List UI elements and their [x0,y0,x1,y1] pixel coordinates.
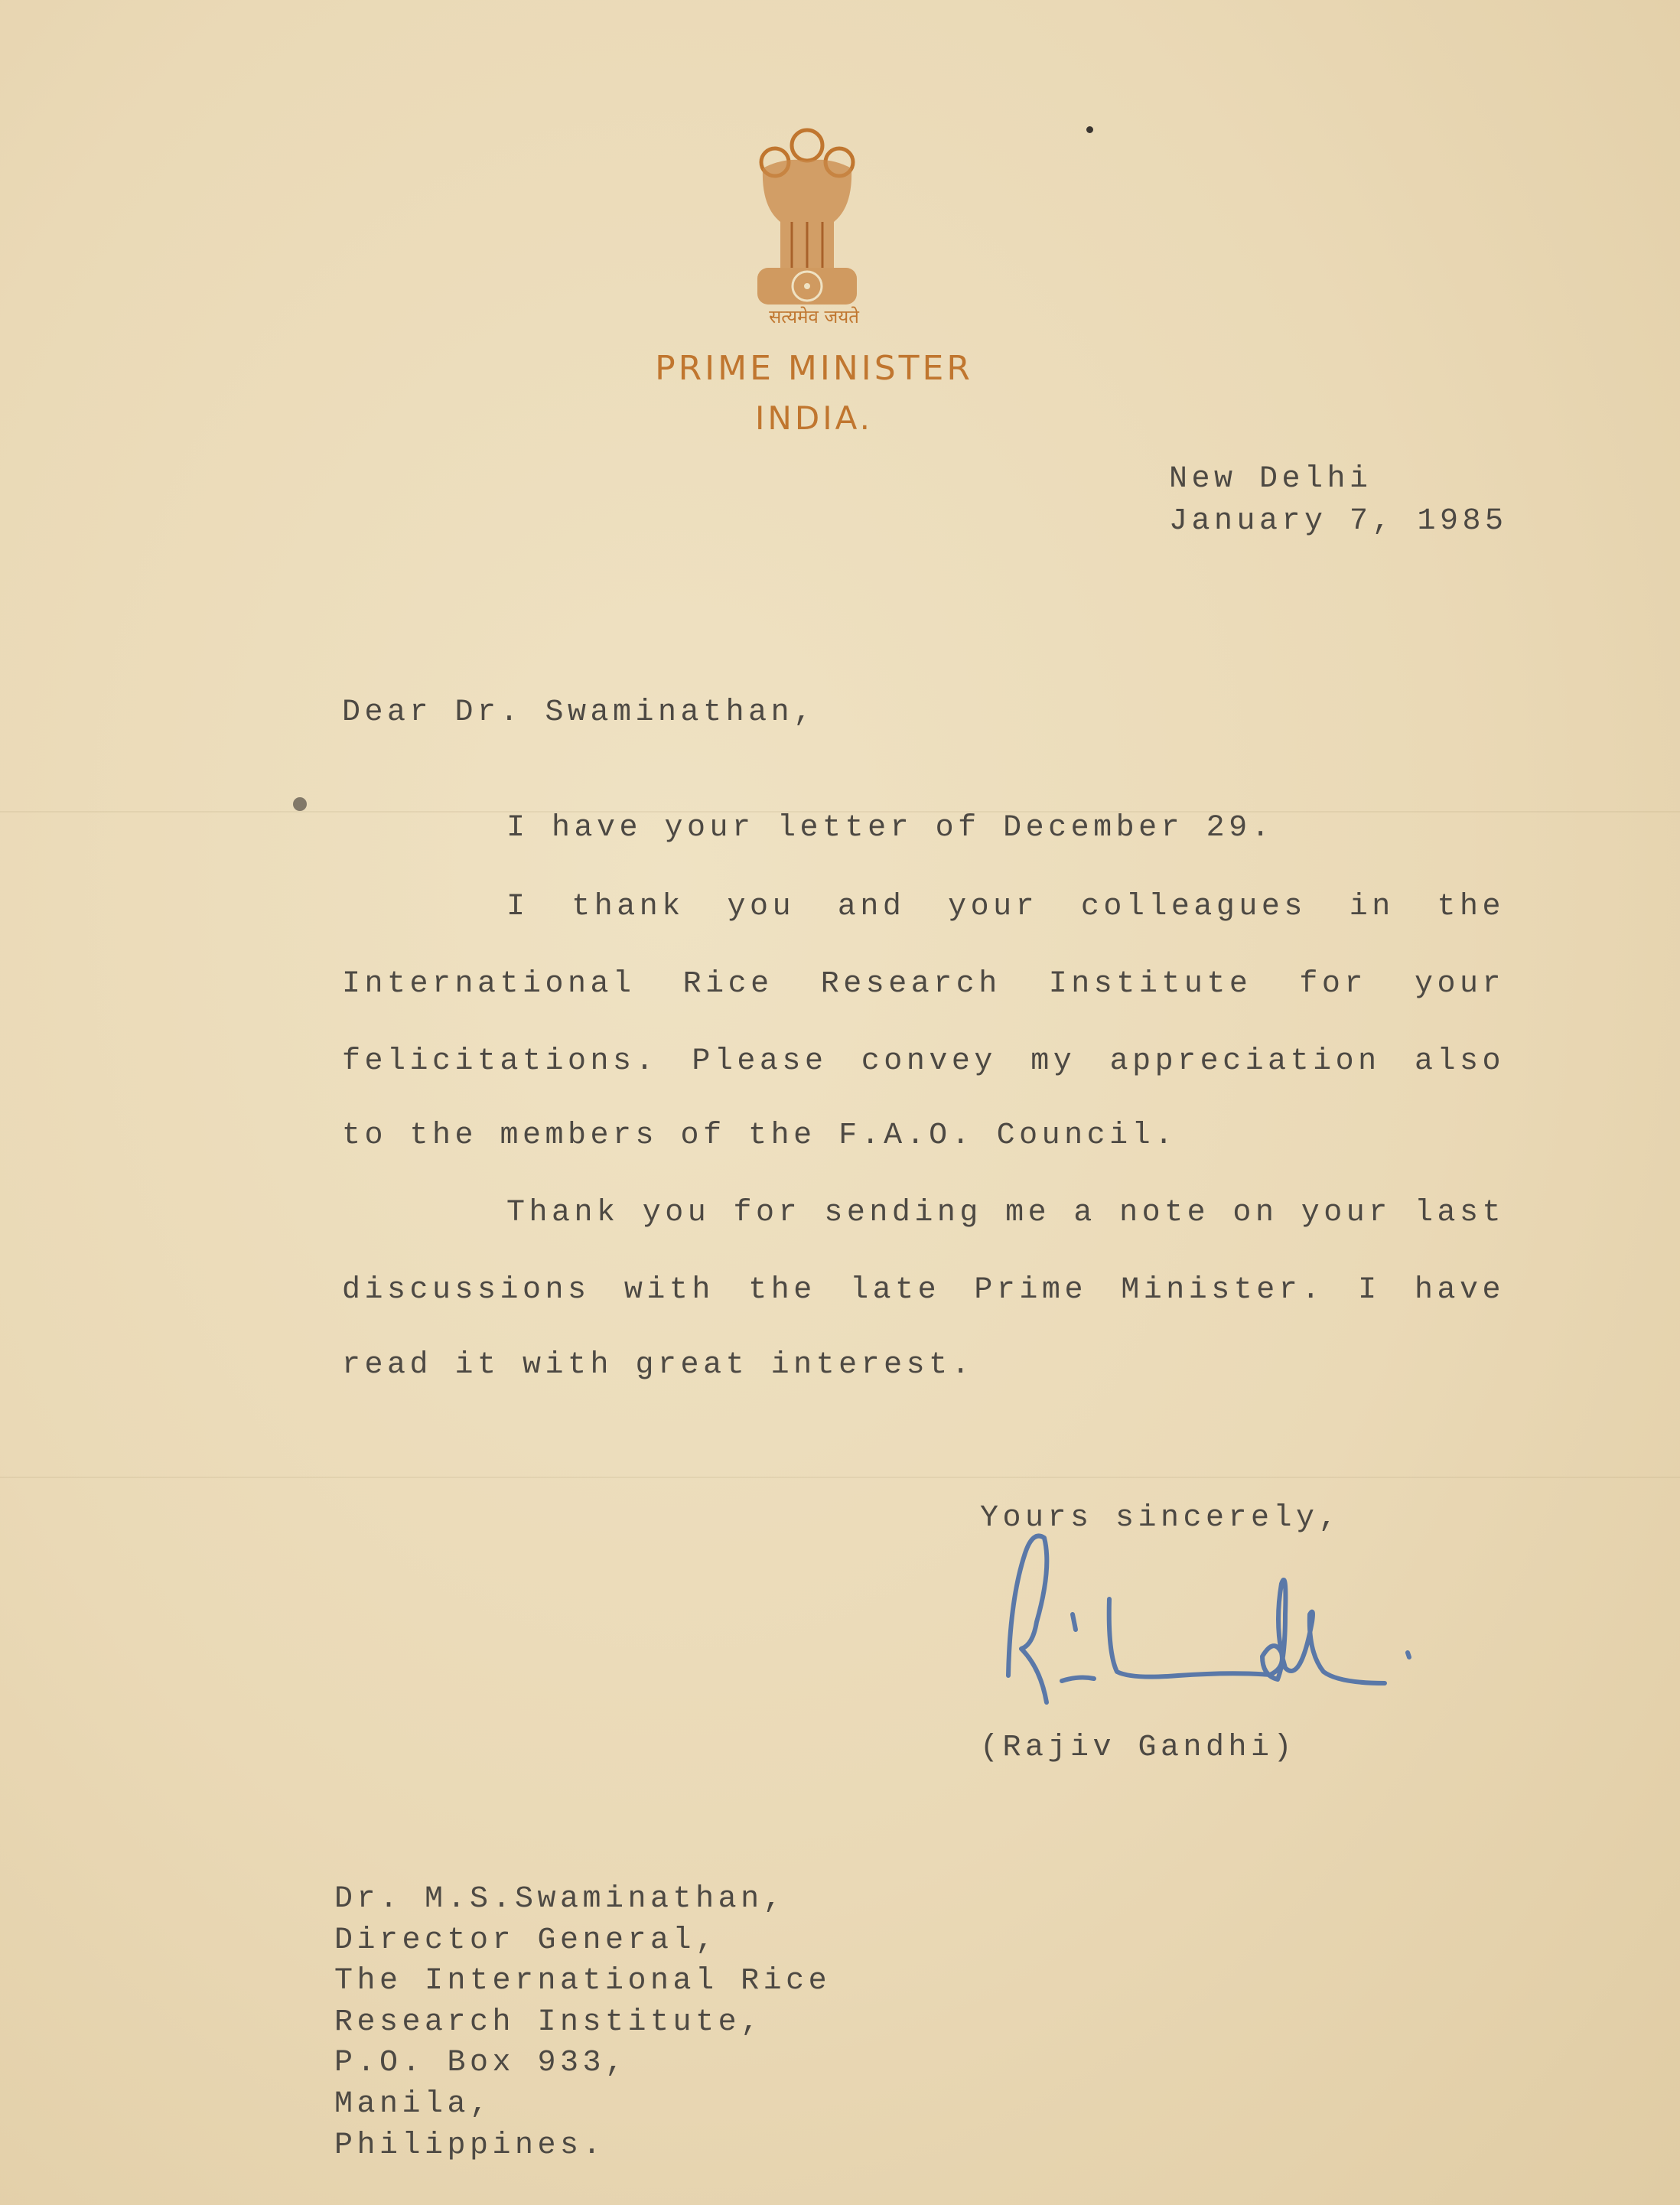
paper-spot [1086,126,1093,133]
emblem-motto: सत्यमेव जयते [769,306,859,327]
closing: Yours sincerely, [980,1501,1342,1536]
letterhead-country: INDIA. [755,399,873,437]
body-line: felicitations. Please convey my appreciation also [342,1044,1505,1079]
body-line: to the members of the F.A.O. Council. [342,1119,1177,1153]
letterhead-title: PRIME MINISTER [655,349,973,388]
state-emblem-icon [746,115,868,321]
address-line: Dr. M.S.Swaminathan, [334,1882,786,1917]
body-line: I have your letter of December 29. [506,811,1275,845]
place: New Delhi [1169,462,1372,497]
paper-fold [0,1477,1680,1478]
body-line: Thank you for sending me a note on your last [506,1196,1505,1230]
body-line: International Rice Research Institute for your [342,967,1505,1002]
handwritten-signature [979,1523,1607,1721]
address-line: Research Institute, [334,2005,763,2040]
body-line: I thank you and your colleagues in the [506,890,1505,924]
body-line: discussions with the late Prime Minister. I have [342,1273,1505,1308]
address-line: Director General, [334,1923,718,1958]
address-line: Philippines. [334,2128,606,2163]
address-line: The International Rice [334,1964,832,1999]
recipient-address [334,1879,831,2166]
address-line: P.O. Box 933, [334,2046,628,2081]
address-line: Manila, [334,2086,493,2122]
date: January 7, 1985 [1169,504,1508,539]
paper-spot [293,797,307,811]
signatory-name: (Rajiv Gandhi) [980,1731,1297,1765]
body-line: read it with great interest. [342,1348,975,1383]
salutation: Dear Dr. Swaminathan, [342,695,816,730]
